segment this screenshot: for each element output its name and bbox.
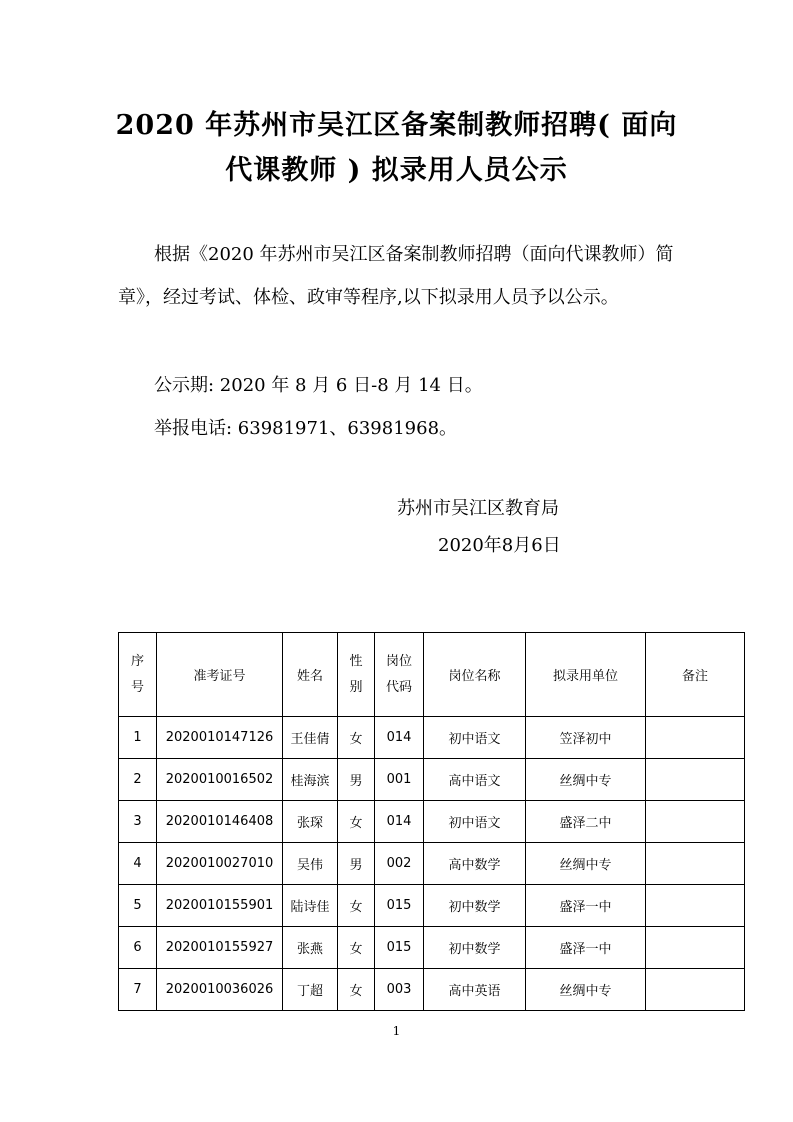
cell-exam-id: 2020010027010 — [157, 843, 283, 885]
cell-seq: 7 — [119, 969, 157, 1011]
cell-seq: 1 — [119, 717, 157, 759]
table-row — [119, 717, 745, 759]
header-seq-line-2: 号 — [130, 679, 144, 695]
cell-post-code: 001 — [375, 759, 424, 801]
cell-gender: 男 — [338, 759, 375, 801]
report-phone: 举报电话: 63981971、63981968。 — [154, 418, 458, 439]
cell-gender: 女 — [338, 801, 375, 843]
header-post-code — [375, 633, 424, 717]
cell-post-code: 014 — [375, 717, 424, 759]
cell-unit: 盛泽一中 — [526, 927, 646, 969]
cell-remarks — [646, 843, 745, 885]
cell-seq: 3 — [119, 801, 157, 843]
table-row — [119, 759, 745, 801]
cell-name: 丁超 — [283, 969, 338, 1011]
cell-post-code: 014 — [375, 801, 424, 843]
cell-exam-id: 2020010146408 — [157, 801, 283, 843]
header-post-name: 岗位名称 — [424, 633, 526, 717]
cell-post-code: 003 — [375, 969, 424, 1011]
header-remarks: 备注 — [646, 633, 745, 717]
table-row — [119, 927, 745, 969]
title-line-1: 2020 年苏州市吴江区备案制教师招聘( 面向 — [115, 110, 678, 141]
cell-post-code: 002 — [375, 843, 424, 885]
table-row — [119, 801, 745, 843]
document-title — [60, 103, 733, 193]
cell-gender: 女 — [338, 969, 375, 1011]
header-exam-id: 准考证号 — [157, 633, 283, 717]
cell-seq: 5 — [119, 885, 157, 927]
cell-remarks — [646, 759, 745, 801]
header-gender-line-1: 性 — [349, 653, 363, 669]
cell-name: 桂海滨 — [283, 759, 338, 801]
cell-seq: 2 — [119, 759, 157, 801]
table-row — [119, 885, 745, 927]
signature-date: 2020年8月6日 — [438, 535, 561, 556]
header-seq — [119, 633, 157, 717]
cell-name: 陆诗佳 — [283, 885, 338, 927]
cell-gender: 女 — [338, 885, 375, 927]
header-post-code-line-2: 代码 — [385, 679, 412, 695]
cell-post-code: 015 — [375, 927, 424, 969]
header-unit: 拟录用单位 — [526, 633, 646, 717]
publicity-period: 公示期: 2020 年 8 月 6 日-8 月 14 日。 — [154, 375, 483, 396]
cell-post-name: 初中数学 — [424, 885, 526, 927]
header-gender — [338, 633, 375, 717]
cell-remarks — [646, 885, 745, 927]
cell-remarks — [646, 801, 745, 843]
cell-post-name: 初中语文 — [424, 801, 526, 843]
cell-unit: 丝绸中专 — [526, 759, 646, 801]
cell-exam-id: 2020010036026 — [157, 969, 283, 1011]
page-number: 1 — [392, 1024, 401, 1038]
cell-gender: 女 — [338, 927, 375, 969]
cell-exam-id: 2020010155927 — [157, 927, 283, 969]
cell-post-name: 高中数学 — [424, 843, 526, 885]
cell-exam-id: 2020010147126 — [157, 717, 283, 759]
cell-gender: 女 — [338, 717, 375, 759]
header-gender-line-2: 别 — [349, 679, 363, 695]
cell-unit: 盛泽一中 — [526, 885, 646, 927]
table-row — [119, 843, 745, 885]
cell-seq: 4 — [119, 843, 157, 885]
cell-unit: 笠泽初中 — [526, 717, 646, 759]
table-header-row — [119, 633, 745, 717]
cell-post-name: 初中语文 — [424, 717, 526, 759]
cell-post-name: 初中数学 — [424, 927, 526, 969]
signature-organization: 苏州市吴江区教育局 — [397, 498, 559, 519]
cell-name: 吴伟 — [283, 843, 338, 885]
cell-post-name: 高中语文 — [424, 759, 526, 801]
cell-exam-id: 2020010155901 — [157, 885, 283, 927]
cell-name: 张琛 — [283, 801, 338, 843]
cell-post-code: 015 — [375, 885, 424, 927]
table-row — [119, 969, 745, 1011]
cell-seq: 6 — [119, 927, 157, 969]
cell-post-name: 高中英语 — [424, 969, 526, 1011]
cell-exam-id: 2020010016502 — [157, 759, 283, 801]
header-seq-line-1: 序 — [130, 653, 144, 669]
cell-unit: 盛泽二中 — [526, 801, 646, 843]
cell-gender: 男 — [338, 843, 375, 885]
cell-remarks — [646, 969, 745, 1011]
cell-unit: 丝绸中专 — [526, 843, 646, 885]
cell-name: 张燕 — [283, 927, 338, 969]
hiring-roster-table — [118, 632, 745, 1011]
cell-name: 王佳倩 — [283, 717, 338, 759]
header-post-code-line-1: 岗位 — [385, 653, 412, 669]
title-line-2: 代课教师 ) 拟录用人员公示 — [225, 155, 568, 186]
cell-remarks — [646, 717, 745, 759]
intro-paragraph: 根据《2020 年苏州市吴江区备案制教师招聘（面向代课教师）简章》，经过考试、体检、政审等程序,以下拟录用人员予以公示。 — [118, 244, 674, 308]
cell-unit: 丝绸中专 — [526, 969, 646, 1011]
cell-remarks — [646, 927, 745, 969]
header-name: 姓名 — [283, 633, 338, 717]
